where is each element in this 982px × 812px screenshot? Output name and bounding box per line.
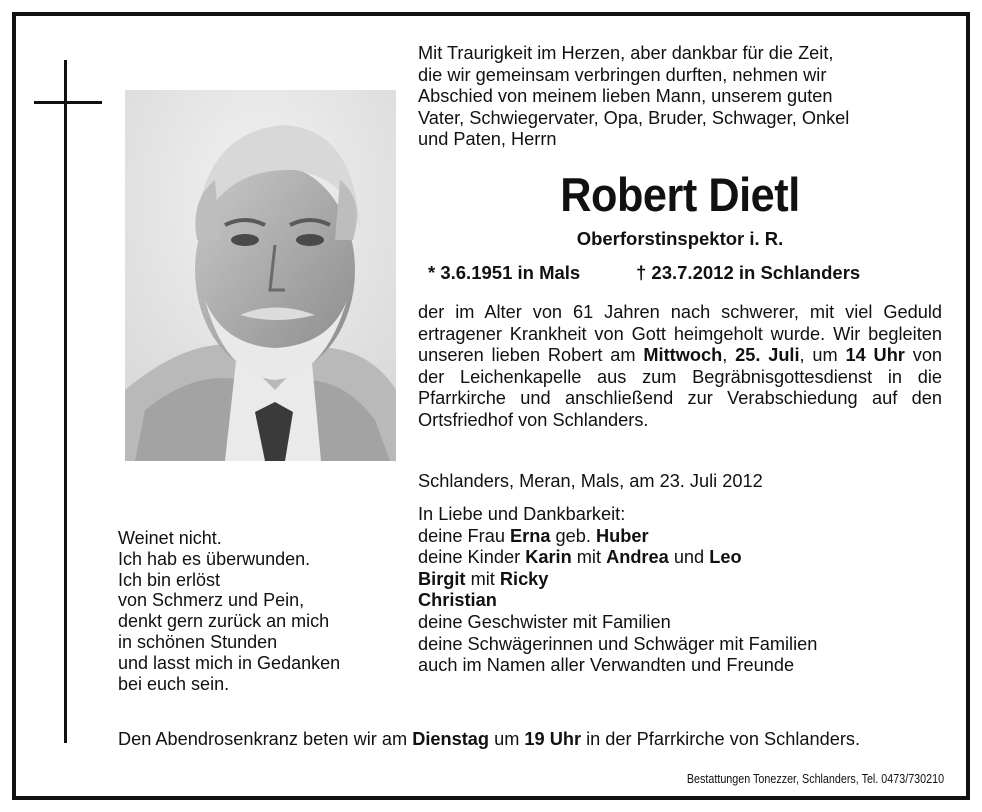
family-text: mit (470, 568, 495, 589)
rosary-text: in der Pfarrkirche von Schlanders. (586, 729, 861, 749)
family-list (418, 504, 942, 677)
rosary-notice (118, 729, 942, 751)
family-text: deine Kinder (418, 547, 521, 568)
rosary-text: um (494, 729, 520, 749)
poem (118, 528, 398, 694)
poem-line: Ich bin erlöst (118, 569, 221, 590)
funeral-date: 25. Juli (735, 345, 800, 366)
intro-line: Abschied von meinem lieben Mann, unserem guten (418, 86, 833, 107)
cross-icon (64, 60, 67, 743)
rosary-time: 19 Uhr (524, 729, 582, 749)
funeral-text-part: von der Leichenkapelle aus zum Begräbnisgottesdienst in die Pfarrkirche und anschließend zur Verabschiedung auf den Ortsfriedhof von Schlanders. (418, 345, 943, 430)
poem-line: denkt gern zurück an mich (118, 611, 330, 632)
cross-icon-bar (34, 101, 102, 104)
family-name: Birgit (418, 568, 466, 589)
funeral-text (418, 302, 942, 432)
poem-line: von Schmerz und Pein, (118, 590, 305, 611)
family-relatives: auch im Namen aller Verwandten und Freunde (418, 655, 795, 676)
funeral-text-part: , um (799, 345, 838, 366)
family-name: Leo (709, 547, 742, 568)
family-inlaws: deine Schwägerinnen und Schwäger mit Familien (418, 633, 818, 654)
deceased-title: Oberforstinspektor i. R. (576, 228, 784, 249)
funeral-comma: , (722, 345, 728, 366)
poem-line: in schönen Stunden (118, 631, 278, 652)
family-siblings: deine Geschwister mit Familien (418, 611, 671, 632)
poem-line: und lasst mich in Gedanken (118, 652, 341, 673)
family-text: mit (576, 547, 602, 568)
intro-line: Vater, Schwiegervater, Opa, Bruder, Schwager, Onkel (418, 107, 850, 128)
poem-line: bei euch sein. (118, 673, 230, 694)
portrait-photo (125, 90, 396, 461)
rosary-day: Dienstag (412, 729, 490, 749)
undertaker-credit: Bestattungen Tonezzer, Schlanders, Tel. 0473/730210 (686, 772, 944, 786)
intro-line: und Paten, Herrn (418, 129, 557, 150)
family-name: Andrea (606, 547, 669, 568)
family-text: geb. (555, 525, 591, 546)
funeral-time: 14 Uhr (845, 345, 905, 366)
place-date: Schlanders, Meran, Mals, am 23. Juli 2012 (418, 471, 763, 491)
family-name: Ricky (499, 568, 549, 589)
funeral-day: Mittwoch (643, 345, 723, 366)
funeral-text-part: der im Alter von 61 Jahren nach schwerer, mit viel Geduld ertragener Krankheit von Gott heimgeholt wurde. Wir begleiten unseren lieben Robert am (418, 302, 942, 366)
poem-line: Ich hab es überwunden. (118, 548, 311, 569)
family-name: Karin (525, 547, 572, 568)
family-name: Erna (510, 525, 551, 546)
poem-line: Weinet nicht. (118, 528, 222, 548)
rosary-text: Den Abendrosenkranz beten wir am (118, 729, 408, 749)
family-name: Huber (595, 525, 649, 546)
intro-line: Mit Traurigkeit im Herzen, aber dankbar für die Zeit, (418, 43, 834, 63)
family-children (418, 547, 942, 569)
family-heading: In Liebe und Dankbarkeit: (418, 504, 626, 524)
intro-text (418, 43, 942, 151)
deceased-name: Robert Dietl (560, 168, 800, 221)
family-child2 (418, 569, 942, 591)
birth-date: * 3.6.1951 in Mals (428, 262, 581, 283)
family-text: deine Frau (418, 525, 505, 546)
death-date: † 23.7.2012 in Schlanders (636, 262, 861, 283)
family-wife (418, 526, 942, 548)
family-text: und (673, 547, 705, 568)
intro-line: die wir gemeinsam verbringen durften, nehmen wir (418, 64, 827, 85)
family-name: Christian (418, 590, 497, 611)
family-child3 (418, 590, 942, 612)
